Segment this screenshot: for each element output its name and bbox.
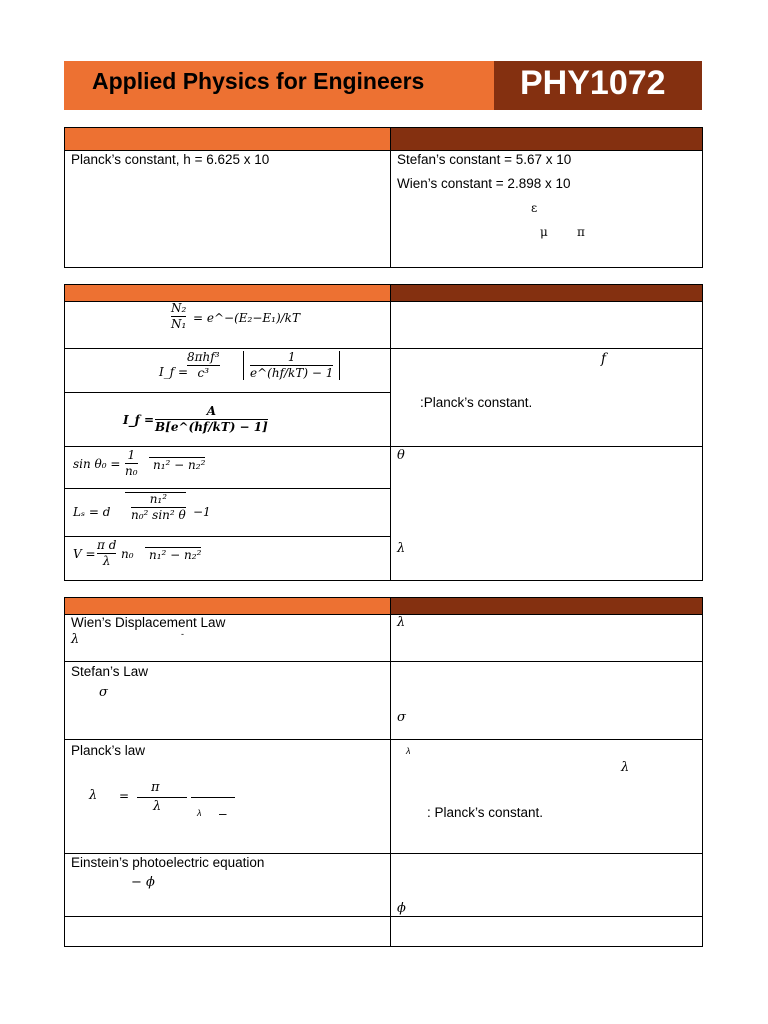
- course-code: PHY1072: [520, 64, 666, 102]
- laws-table: [64, 597, 703, 947]
- page-title: Applied Physics for Engineers: [92, 68, 425, 94]
- intensity-fraction: [187, 351, 220, 380]
- denominator: n₀² sin² θ: [131, 508, 186, 522]
- angle-root: n₁² − n₂²: [149, 457, 205, 472]
- stefan-constant: Stefan’s constant = 5.67 x 10: [397, 152, 572, 167]
- stefan-law-title: Stefan’s Law: [71, 664, 149, 679]
- divider: [65, 536, 390, 537]
- numerator: 1: [127, 448, 136, 462]
- intensity2-lhs: I_f =: [123, 413, 155, 427]
- formulas-header-right: [390, 285, 702, 301]
- divider: [65, 392, 390, 393]
- vnumber-mid: n₀: [121, 547, 134, 561]
- denominator: n₀: [125, 464, 138, 478]
- boltzmann-fraction: [171, 302, 186, 331]
- constants-table: [64, 127, 703, 268]
- divider: [65, 916, 702, 917]
- denominator: λ: [102, 554, 111, 568]
- intensity-lhs: I_f =: [159, 365, 189, 379]
- vnumber-fraction: [97, 539, 116, 568]
- epsilon-symbol: ε: [531, 201, 538, 215]
- denominator: B[e^(hf/kT) − 1]: [155, 420, 268, 434]
- lambda-symbol: λ: [397, 541, 406, 556]
- wien-lambda: λ: [71, 632, 80, 647]
- theta-symbol: θ: [397, 448, 405, 463]
- wien-law-title: Wien’s Displacement Law: [71, 615, 226, 630]
- divider: [390, 598, 391, 946]
- denominator: N₁: [171, 317, 187, 331]
- numerator: π d: [97, 538, 117, 552]
- mu-symbol: μ: [540, 225, 548, 239]
- numerator: n₁²: [149, 492, 168, 506]
- planck-right-constant: : Planck’s constant.: [427, 805, 544, 820]
- einstein-phi: − ϕ: [131, 875, 155, 890]
- laws-header-right: [390, 598, 702, 614]
- numerator: 8πhf³: [187, 350, 220, 364]
- skip-fraction: [125, 492, 186, 522]
- divider: [65, 661, 702, 662]
- divider: [390, 285, 391, 580]
- planck-pi: π: [151, 780, 160, 795]
- intensity-bracket: [243, 351, 340, 380]
- planck-right-lambda-small: λ: [406, 746, 411, 756]
- numerator: A: [206, 404, 217, 418]
- einstein-title: Einstein’s photoelectric equation: [71, 855, 265, 870]
- pi-symbol: π: [577, 225, 585, 239]
- frequency-symbol: f: [601, 351, 606, 367]
- planck-lambda-den: λ: [153, 799, 162, 814]
- vnumber-lhs: V =: [73, 547, 96, 561]
- vnumber-root: n₁² − n₂²: [145, 547, 201, 562]
- skip-lhs: Lₛ = d: [73, 505, 111, 519]
- boltzmann-rhs: = e^−(E₂−E₁)/kT: [193, 311, 300, 325]
- stefan-right-sigma: σ: [397, 710, 406, 725]
- angle-lhs: sin θ₀ =: [73, 457, 121, 471]
- wien-right-lambda: λ: [397, 615, 406, 630]
- fraction-bar: [191, 797, 235, 798]
- stefan-sigma: σ: [99, 685, 108, 700]
- denominator: e^(hf/kT) − 1: [250, 366, 334, 380]
- planck-constant: Planck’s constant, h = 6.625 x 10: [71, 152, 270, 167]
- intensity2-fraction: [155, 405, 268, 434]
- constants-header-right: [390, 128, 702, 150]
- divider: [65, 446, 702, 447]
- divider: [65, 301, 702, 302]
- formulas-header-left: [65, 285, 390, 301]
- denominator: c³: [197, 366, 210, 380]
- divider: [65, 853, 702, 854]
- fraction-bar: [137, 797, 187, 798]
- numerator: 1: [287, 350, 296, 364]
- divider: [65, 150, 702, 151]
- planck-law-title: Planck’s law: [71, 743, 146, 758]
- wien-constant: Wien’s constant = 2.898 x 10: [397, 176, 571, 191]
- planck-equals: =: [119, 789, 130, 803]
- angle-fraction: [125, 449, 138, 478]
- laws-header-left: [65, 598, 390, 614]
- planck-right-lambda: λ: [621, 760, 630, 775]
- planck-lambda-small: λ: [197, 808, 202, 818]
- divider: [390, 128, 391, 267]
- divider: [65, 348, 702, 349]
- skip-tail: −1: [193, 505, 211, 519]
- planck-constant-note: :Planck’s constant.: [420, 395, 533, 410]
- numerator: N₂: [171, 301, 187, 315]
- planck-lambda: λ: [89, 788, 98, 803]
- formulas-table: [64, 284, 703, 581]
- einstein-right-phi: ϕ: [397, 901, 406, 916]
- constants-header-left: [65, 128, 390, 150]
- divider: [65, 488, 390, 489]
- wien-dash: -: [181, 629, 184, 639]
- planck-dash: –: [219, 806, 227, 821]
- divider: [65, 739, 702, 740]
